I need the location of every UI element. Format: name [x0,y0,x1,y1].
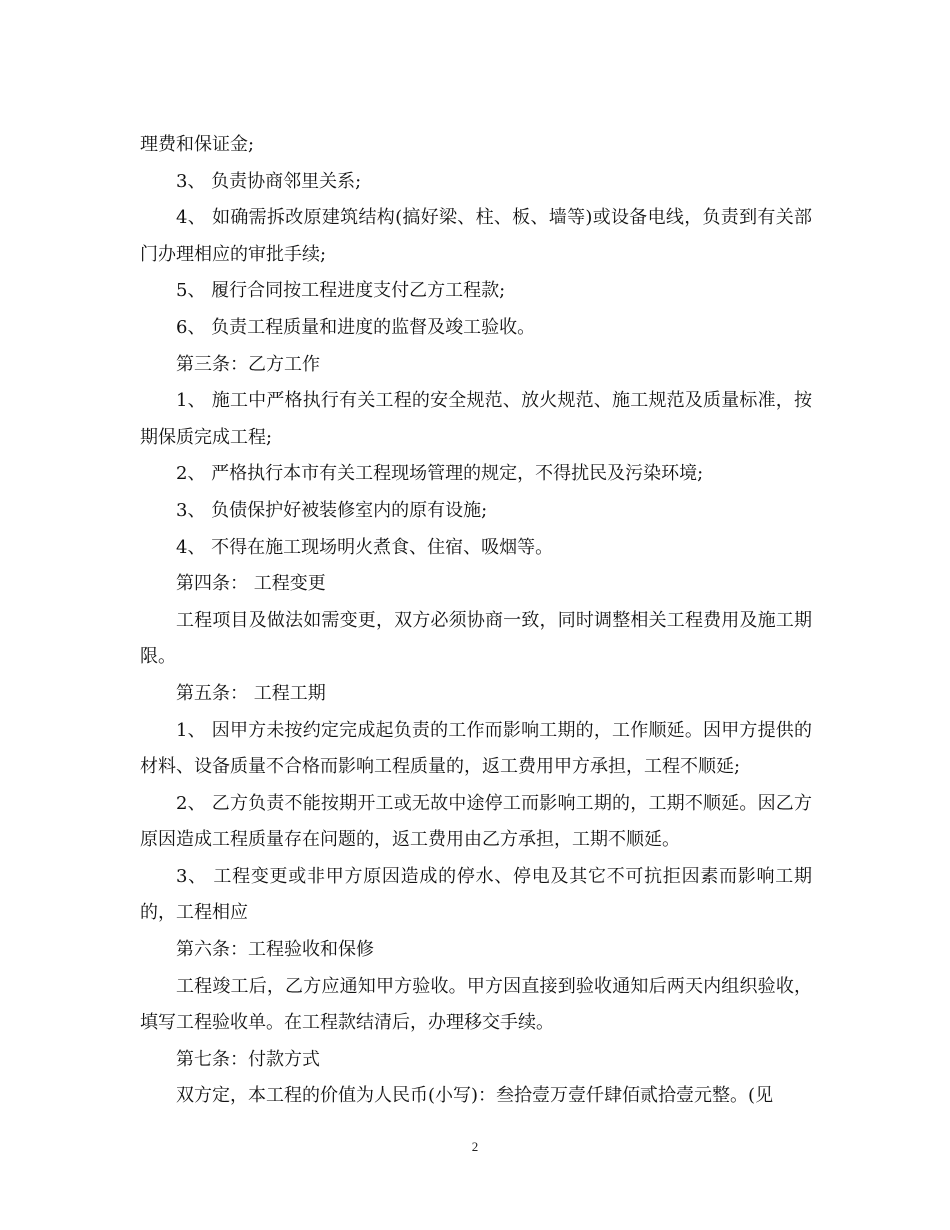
paragraph: 4、 不得在施工现场明火煮食、住宿、吸烟等。 [176,536,554,558]
paragraph: 工程竣工后，乙方应通知甲方验收。甲方因直接到验收通知后两天内组织验收，填写工程验收单。在工程款结清后，办理移交手续。 [140,975,812,1034]
paragraph: 第七条：付款方式 [176,1048,320,1070]
page-number: 2 [471,1139,479,1154]
paragraph: 3、 工程变更或非甲方原因造成的停水、停电及其它不可抗拒因素而影响工期的，工程相应 [140,865,812,924]
paragraph: 6、 负责工程质量和进度的监督及竣工验收。 [176,316,536,338]
document-body [140,127,812,1115]
paragraph: 工程项目及做法如需变更，双方必须协商一致，同时调整相关工程费用及施工期限。 [140,609,812,668]
paragraph: 5、 履行合同按工程进度支付乙方工程款; [176,280,506,302]
paragraph: 3、 负责协商邻里关系; [176,170,362,192]
paragraph: 双方定，本工程的价值为人民币(小写)：叁拾壹万壹仟肆佰贰拾壹元整。(见 [176,1085,774,1107]
paragraph: 1、 施工中严格执行有关工程的安全规范、放火规范、施工规范及质量标准，按期保质完成工程; [140,390,812,448]
paragraph: 2、 严格执行本市有关工程现场管理的规定，不得扰民及污染环境; [176,463,704,485]
paragraph: 3、 负债保护好被装修室内的原有设施; [176,499,488,521]
paragraph: 4、 如确需拆改原建筑结构(搞好梁、柱、板、墙等)或设备电线，负责到有关部门办理相应的审批手续; [140,207,812,265]
paragraph: 第六条：工程验收和保修 [176,939,374,961]
paragraph: 2、 乙方负责不能按期开工或无故中途停工而影响工期的，工期不顺延。因乙方原因造成工程质量存在问题的，返工费用由乙方承担，工期不顺延。 [140,792,812,851]
paragraph: 1、 因甲方未按约定完成起负责的工作而影响工期的，工作顺延。因甲方提供的材料、设备质量不合格而影响工程质量的，返工费用甲方承担，工程不顺延; [140,719,812,778]
paragraph: 第五条： 工程工期 [176,682,326,704]
paragraph: 第三条：乙方工作 [176,353,320,375]
paragraph: 理费和保证金; [140,134,255,155]
paragraph: 第四条： 工程变更 [176,573,326,595]
